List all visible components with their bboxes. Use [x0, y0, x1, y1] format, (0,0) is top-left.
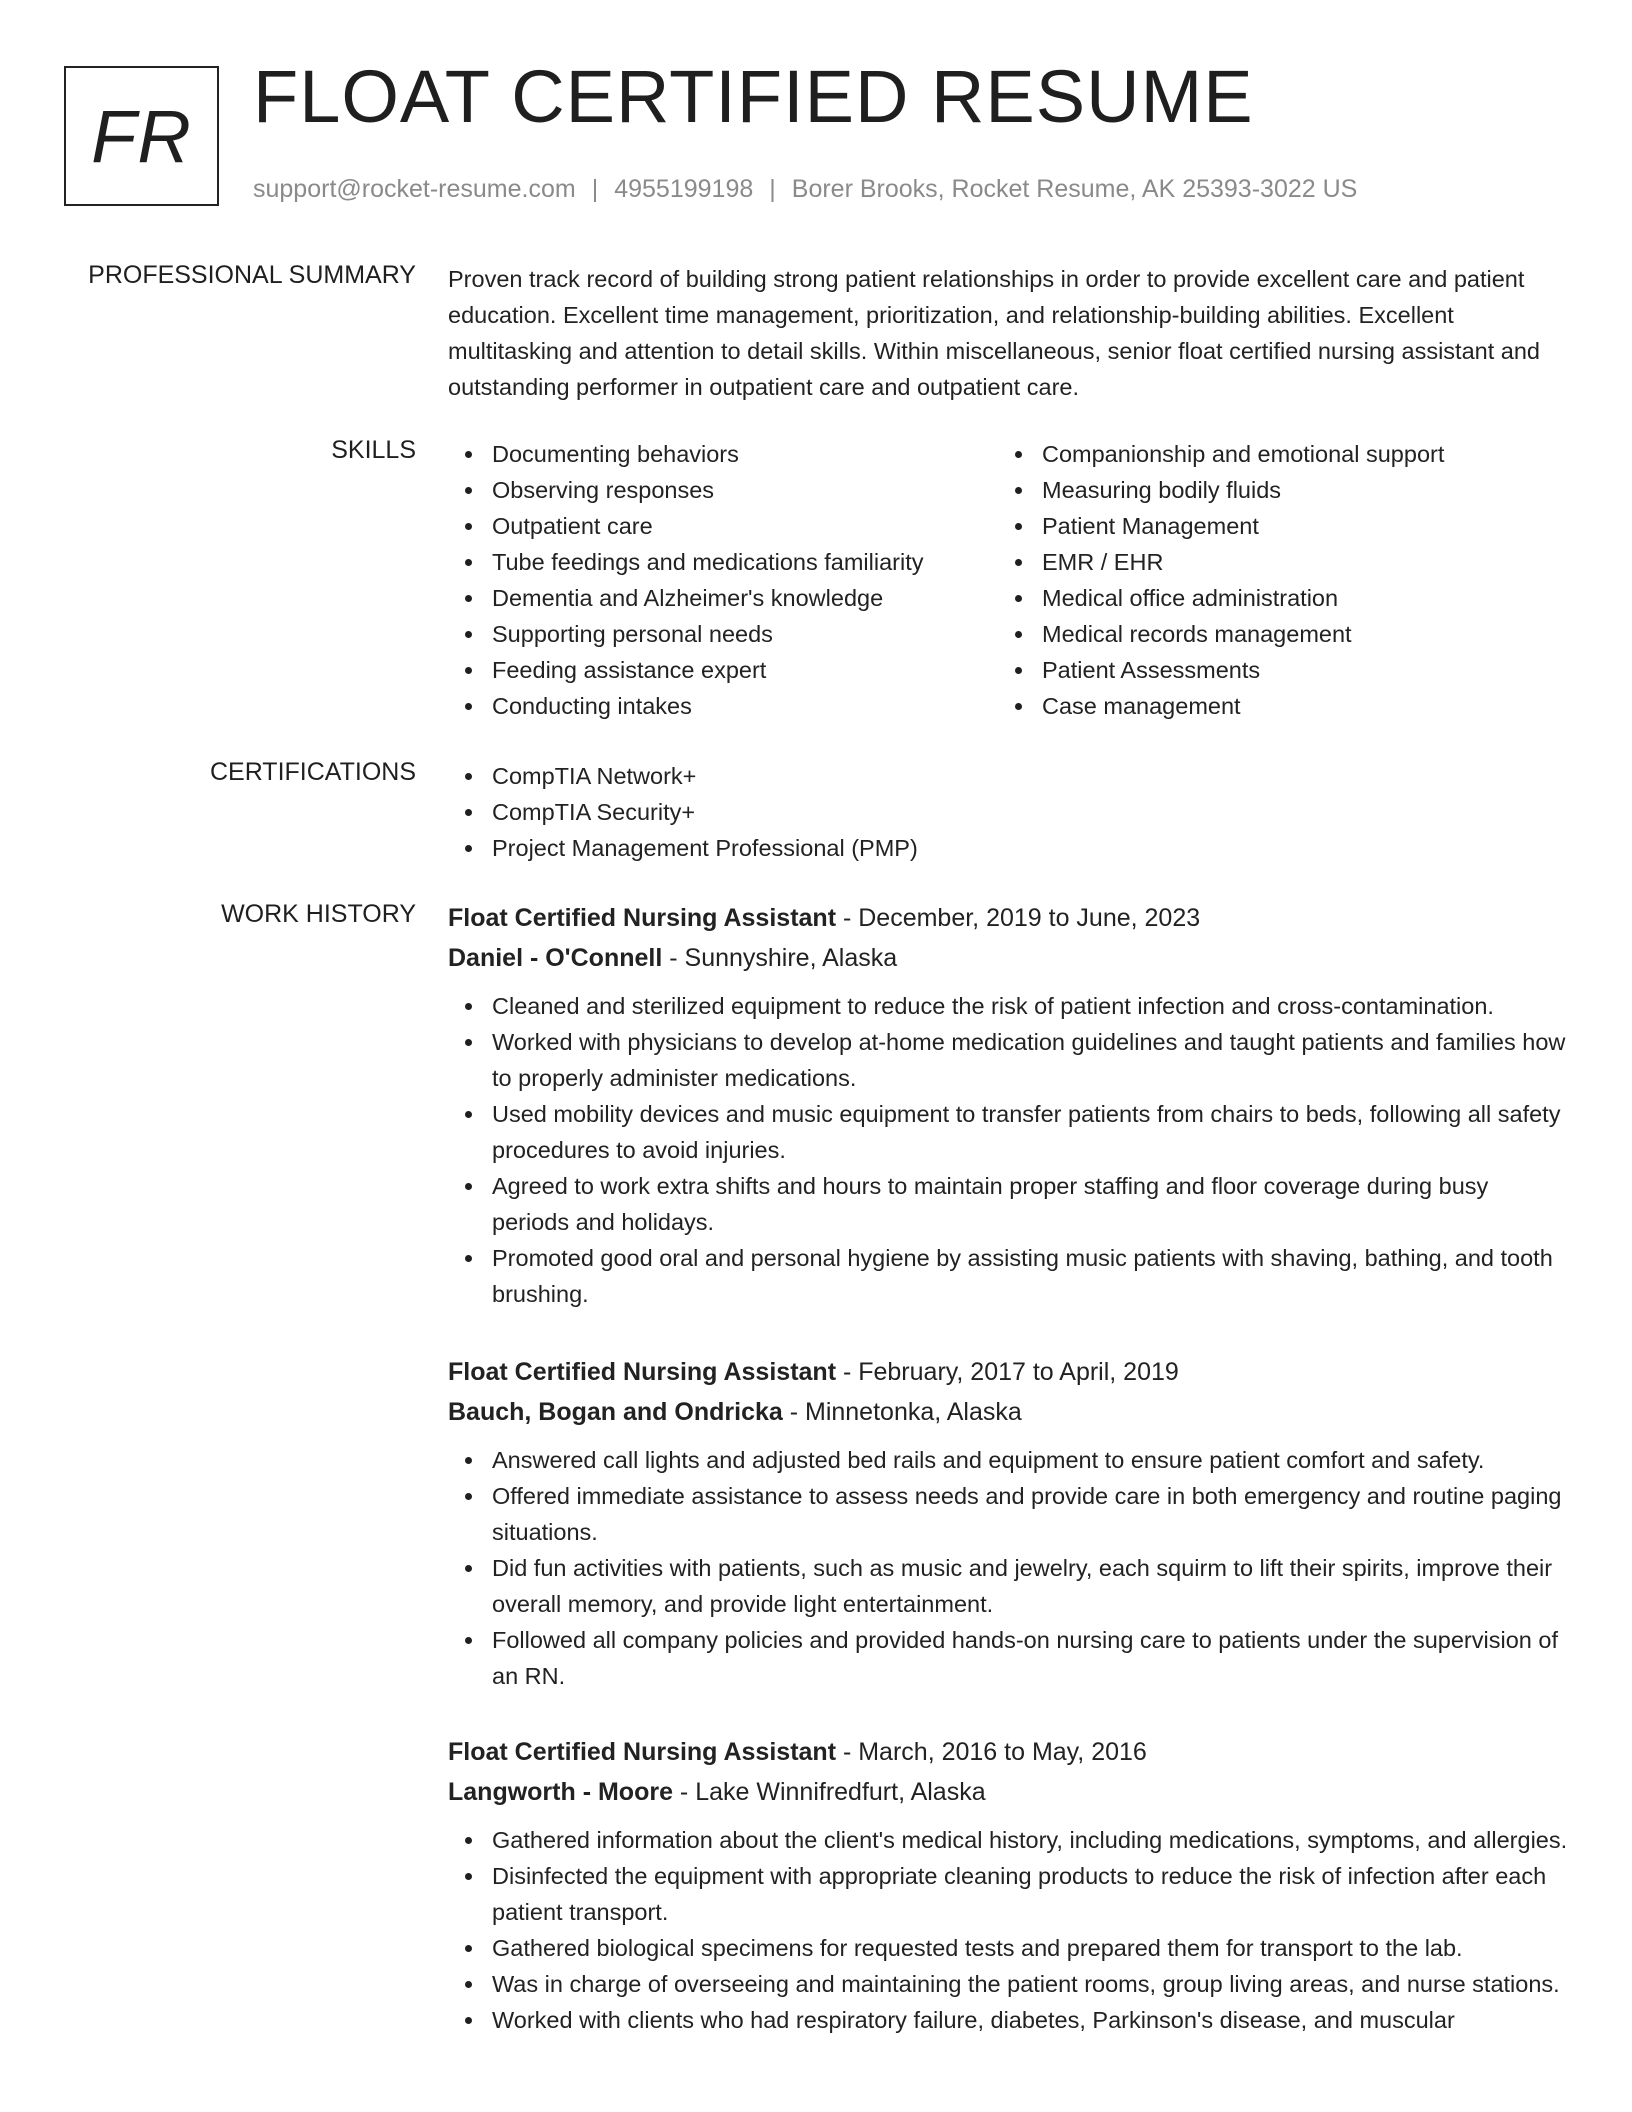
job-company: Daniel - O'Connell: [448, 944, 663, 972]
job-title-line: [448, 1352, 1568, 1392]
list-item: Measuring bodily fluids: [998, 472, 1548, 508]
skills-body: [448, 436, 1568, 724]
job-title: Float Certified Nursing Assistant: [448, 904, 837, 932]
job-company: Bauch, Bogan and Ondricka: [448, 1398, 783, 1426]
list-item: Used mobility devices and music equipment to transfer patients from chairs to beds, following all safety procedures to avoid injuries.: [448, 1096, 1568, 1168]
certifications-body: [448, 758, 1568, 866]
list-item: Case management: [998, 688, 1548, 724]
contact-email: support@rocket-resume.com: [253, 175, 576, 203]
job-dates: - February, 2017 to April, 2019: [836, 1358, 1179, 1386]
list-item: Tube feedings and medications familiarity: [448, 544, 998, 580]
job-title-line: [448, 1732, 1568, 1772]
job-title-line: [448, 898, 1568, 938]
job-location: - Sunnyshire, Alaska: [662, 944, 898, 972]
certifications-list: [448, 758, 1568, 866]
job-company: Langworth - Moore: [448, 1778, 673, 1806]
list-item: Project Management Professional (PMP): [448, 830, 1568, 866]
summary-body: [448, 261, 1568, 405]
job-company-line: [448, 1772, 1568, 1812]
list-item: EMR / EHR: [998, 544, 1548, 580]
contact-phone: 4955199198: [614, 175, 754, 203]
job-dates: - March, 2016 to May, 2016: [836, 1738, 1147, 1766]
work-history-body: [448, 898, 1568, 2052]
job-entry: [448, 898, 1568, 1338]
list-item: Medical records management: [998, 616, 1548, 652]
job-duties-list: [448, 1442, 1568, 1694]
list-item: Agreed to work extra shifts and hours to maintain proper staffing and floor coverage during busy periods and holidays.: [448, 1168, 1568, 1240]
job-location: - Lake Winnifredfurt, Alaska: [672, 1778, 986, 1806]
job-duties-list: [448, 988, 1568, 1312]
list-item: Supporting personal needs: [448, 616, 998, 652]
section-label-summary: PROFESSIONAL SUMMARY: [88, 261, 416, 289]
job-entry: [448, 1732, 1568, 2038]
list-item: Followed all company policies and provided hands-on nursing care to patients under the supervision of an RN.: [448, 1622, 1568, 1694]
list-item: Feeding assistance expert: [448, 652, 998, 688]
summary-text: Proven track record of building strong patient relationships in order to provide excellent care and patient education. Excellent time management, prioritization, and relationship-building abilities. Excellent multitasking and attention to detail skills. Within miscellaneous, senior float certified nursing assistant and outstanding performer in outpatient care and outpatient care.: [448, 266, 1540, 400]
list-item: Offered immediate assistance to assess needs and provide care in both emergency and routine paging situations.: [448, 1478, 1568, 1550]
job-company-line: [448, 938, 1568, 978]
list-item: Patient Management: [998, 508, 1548, 544]
contact-separator: |: [769, 175, 776, 203]
job-entry: [448, 1352, 1568, 1718]
contact-line: [253, 175, 1357, 204]
list-item: Documenting behaviors: [448, 436, 998, 472]
list-item: Promoted good oral and personal hygiene by assisting music patients with shaving, bathing, and tooth brushing.: [448, 1240, 1568, 1312]
job-dates: - December, 2019 to June, 2023: [836, 904, 1201, 932]
list-item: Companionship and emotional support: [998, 436, 1548, 472]
job-company-line: [448, 1392, 1568, 1432]
list-item: Gathered information about the client's medical history, including medications, symptoms, and allergies.: [448, 1822, 1568, 1858]
skills-list-right: [998, 436, 1548, 724]
contact-address: Borer Brooks, Rocket Resume, AK 25393-3022 US: [791, 175, 1358, 203]
skills-list-left: [448, 436, 998, 724]
list-item: Worked with physicians to develop at-home medication guidelines and taught patients and families how to properly administer medications.: [448, 1024, 1568, 1096]
list-item: CompTIA Network+: [448, 758, 1568, 794]
resume-name: FLOAT CERTIFIED RESUME: [253, 55, 1254, 138]
list-item: Conducting intakes: [448, 688, 998, 724]
contact-separator: |: [591, 175, 599, 203]
list-item: Outpatient care: [448, 508, 998, 544]
job-title: Float Certified Nursing Assistant: [448, 1738, 837, 1766]
list-item: Did fun activities with patients, such as music and jewelry, each squirm to lift their spirits, improve their overall memory, and provide light entertainment.: [448, 1550, 1568, 1622]
list-item: Disinfected the equipment with appropriate cleaning products to reduce the risk of infection after each patient transport.: [448, 1858, 1568, 1930]
list-item: Was in charge of overseeing and maintaining the patient rooms, group living areas, and nurse stations.: [448, 1966, 1568, 2002]
section-label-skills: SKILLS: [331, 436, 416, 464]
list-item: Answered call lights and adjusted bed rails and equipment to ensure patient comfort and safety.: [448, 1442, 1568, 1478]
job-location: - Minnetonka, Alaska: [782, 1398, 1022, 1426]
section-label-work-history: WORK HISTORY: [221, 900, 416, 928]
list-item: Medical office administration: [998, 580, 1548, 616]
section-label-certifications: CERTIFICATIONS: [209, 758, 416, 786]
job-duties-list: [448, 1822, 1568, 2038]
monogram-initials: FR: [91, 94, 192, 178]
job-title: Float Certified Nursing Assistant: [448, 1358, 837, 1386]
list-item: Gathered biological specimens for requested tests and prepared them for transport to the lab.: [448, 1930, 1568, 1966]
list-item: Observing responses: [448, 472, 998, 508]
list-item: CompTIA Security+: [448, 794, 1568, 830]
list-item: Dementia and Alzheimer's knowledge: [448, 580, 998, 616]
list-item: Cleaned and sterilized equipment to reduce the risk of patient infection and cross-contamination.: [448, 988, 1568, 1024]
list-item: Patient Assessments: [998, 652, 1548, 688]
list-item: Worked with clients who had respiratory failure, diabetes, Parkinson's disease, and muscular: [448, 2002, 1568, 2038]
monogram-box: [64, 66, 219, 206]
